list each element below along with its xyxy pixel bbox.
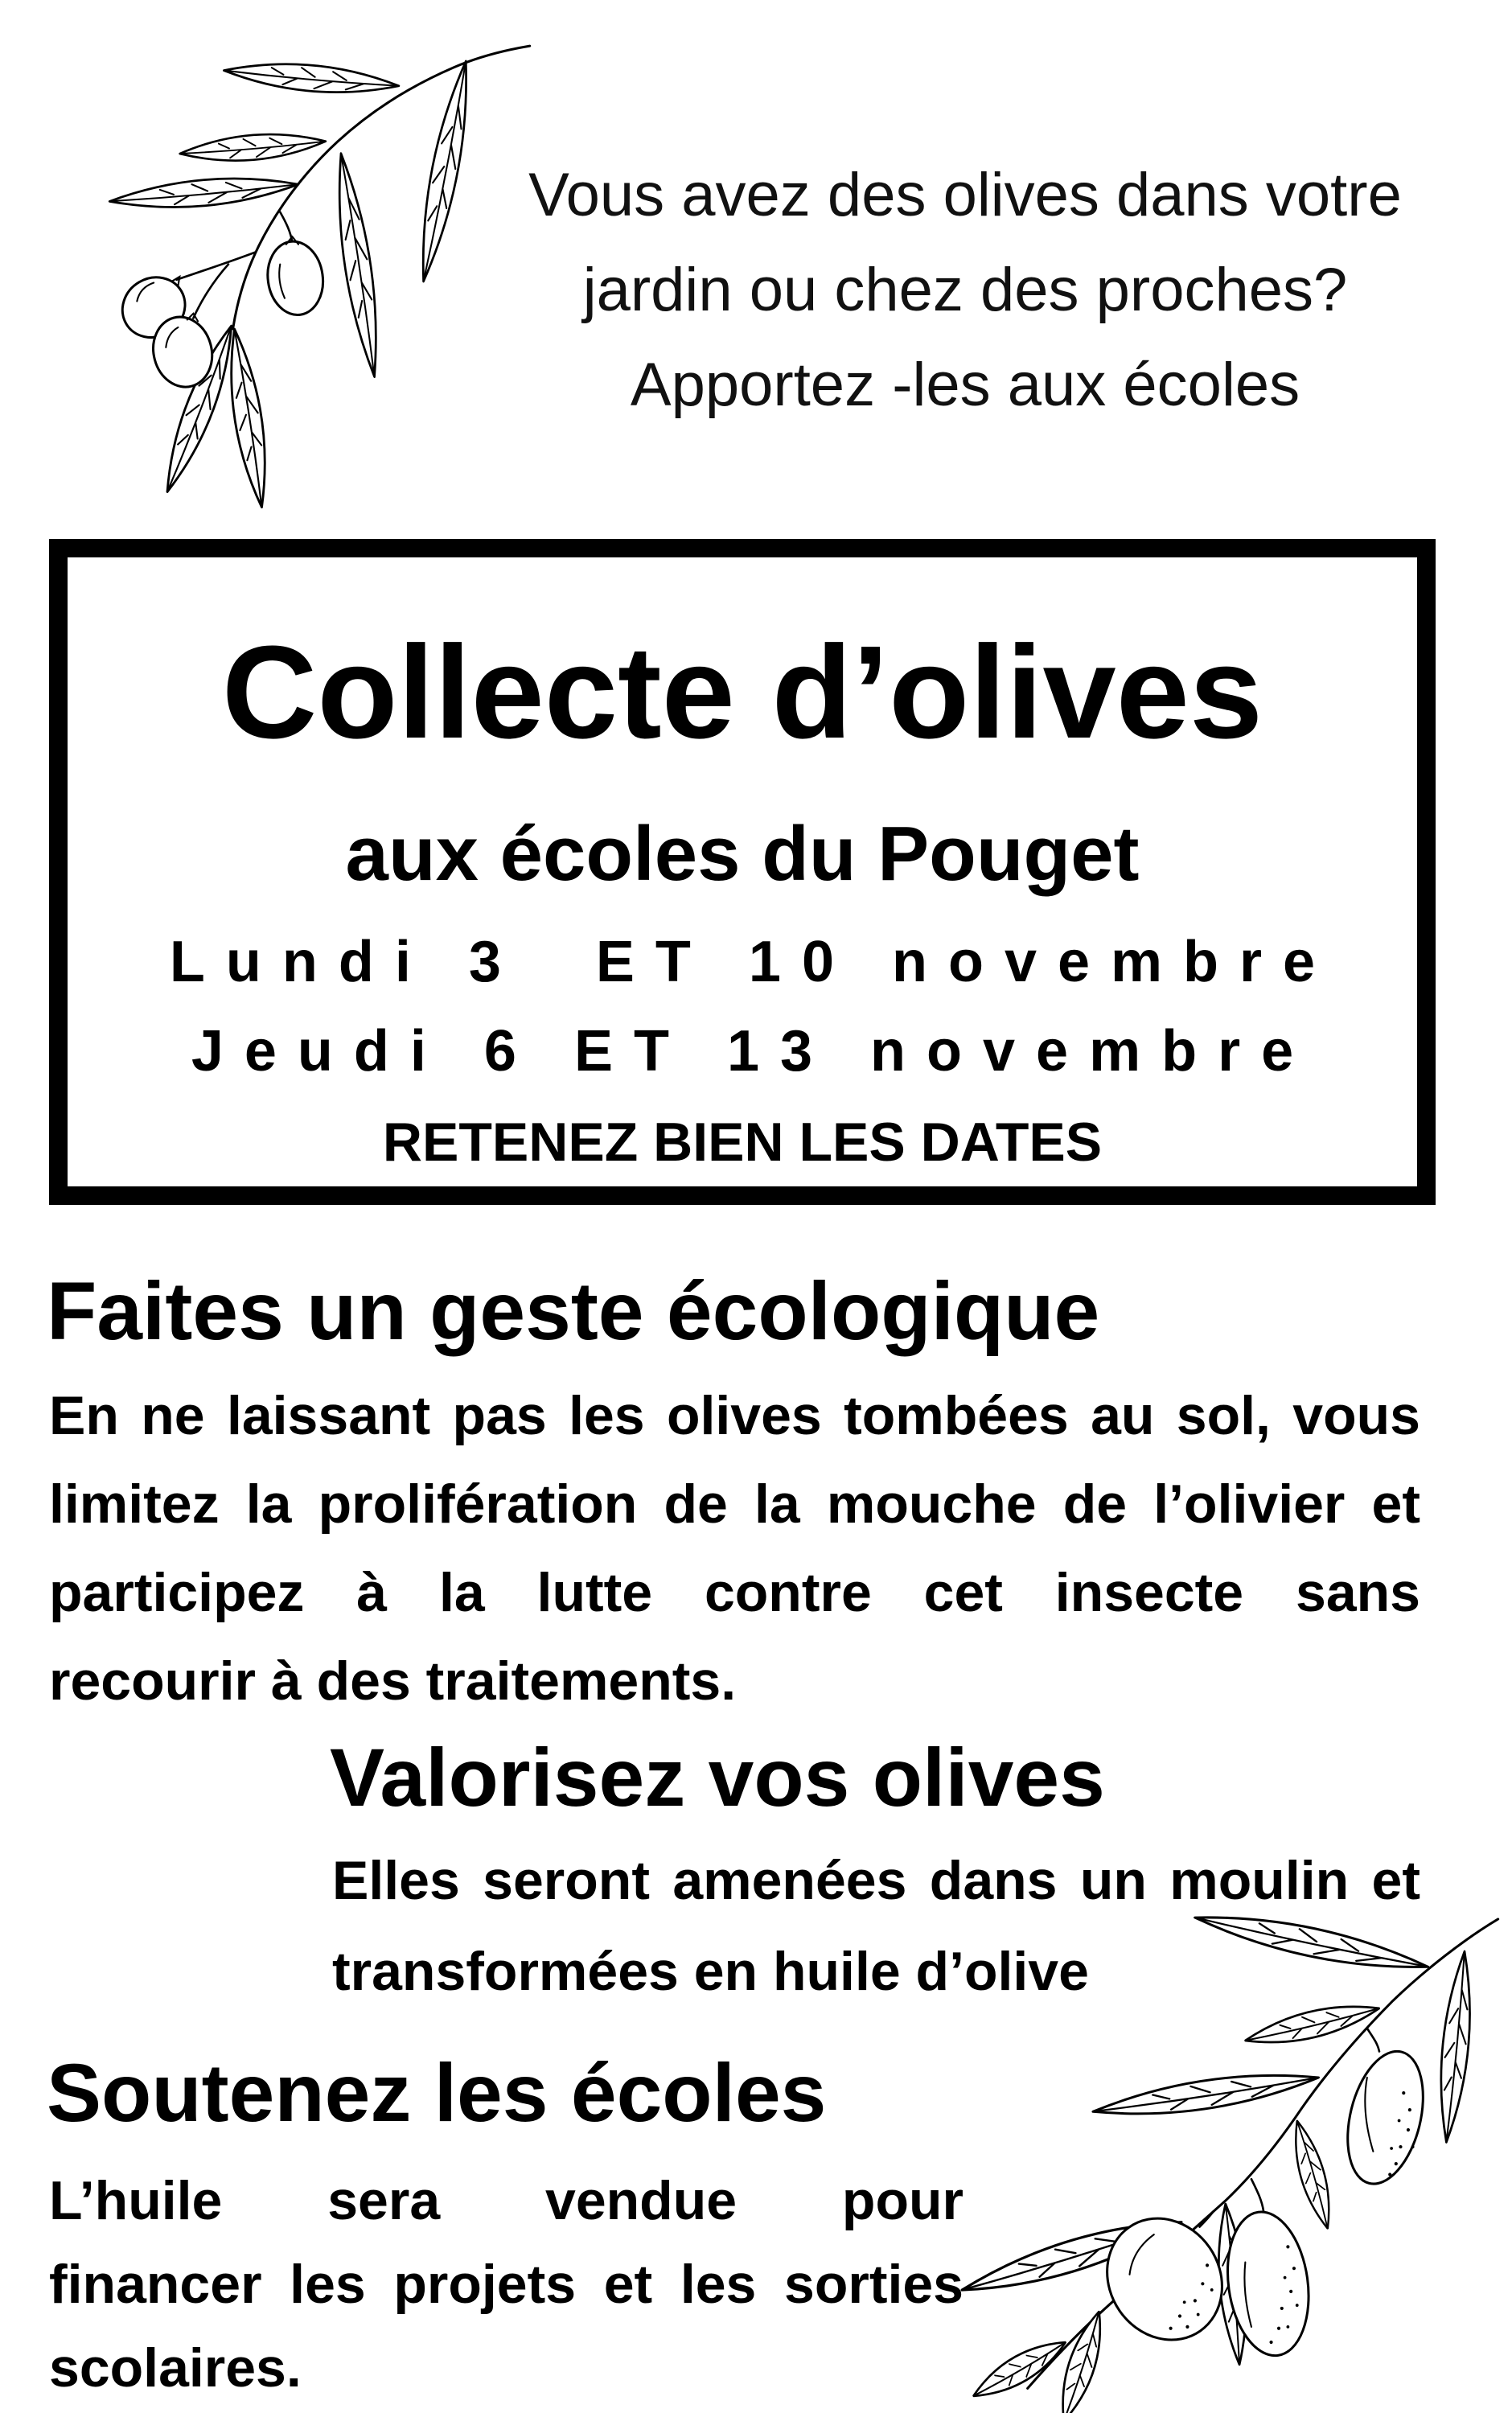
olive-leaf	[223, 58, 400, 99]
announcement-date-thursday: Jeudi 6 ET 13 novembre	[191, 1019, 1315, 1083]
olive-leaf	[411, 59, 479, 284]
text-line: Elles seront amenées dans un moulin et	[332, 1850, 1420, 1911]
olive-leaf	[328, 152, 387, 379]
text-line: L’huile sera vendue pour	[49, 2170, 963, 2231]
text-line: participez à la lutte contre cet insecte sans	[49, 1562, 1420, 1623]
text-line: transformées en huile d’olive	[332, 1941, 1089, 2002]
section-text-ecology	[49, 1371, 1420, 1725]
olive-leaf	[1434, 1951, 1477, 2144]
olive	[1335, 2043, 1436, 2192]
announcement-subtitle: aux écoles du Pouget	[345, 811, 1140, 897]
olive-leaf	[967, 2331, 1072, 2407]
text-line: recourir à des traitements.	[49, 1650, 737, 1712]
olive-leaf	[109, 171, 300, 214]
olive-leaf	[221, 327, 275, 509]
section-text-value	[332, 1835, 1420, 2017]
olive-leaf	[179, 129, 327, 166]
section-heading-support: Soutenez les écoles	[47, 2047, 827, 2139]
announcement-reminder: RETENEZ BIEN LES DATES	[382, 1112, 1103, 1173]
text-line: limitez la prolifération de la mouche de l’olivier et	[49, 1474, 1420, 1535]
intro-text	[499, 148, 1432, 433]
announcement-date-monday: Lundi 3 ET 10 novembre	[169, 930, 1337, 994]
olive-leaf	[1286, 2117, 1339, 2231]
olive	[263, 236, 327, 319]
section-heading-ecology: Faites un geste écologique	[47, 1265, 1100, 1357]
section-heading-value: Valorisez vos olives	[330, 1732, 1105, 1823]
text-line: financer les projets et les sorties	[49, 2254, 963, 2315]
intro-line: Vous avez des olives dans votre	[528, 161, 1402, 229]
olive	[1084, 2196, 1246, 2362]
intro-line: Apportez -les aux écoles	[630, 351, 1300, 419]
text-line: scolaires.	[49, 2337, 302, 2399]
intro-line: jardin ou chez des proches?	[582, 256, 1348, 324]
text-line: En ne laissant pas les olives tombées au sol, vous	[49, 1385, 1420, 1446]
olive-leaf	[1052, 2308, 1111, 2413]
section-text-support	[49, 2159, 963, 2410]
olive-branch-illustration-top	[99, 31, 540, 520]
olive-leaf	[1091, 2064, 1321, 2126]
announcement-title: Collecte d’olives	[221, 619, 1263, 766]
